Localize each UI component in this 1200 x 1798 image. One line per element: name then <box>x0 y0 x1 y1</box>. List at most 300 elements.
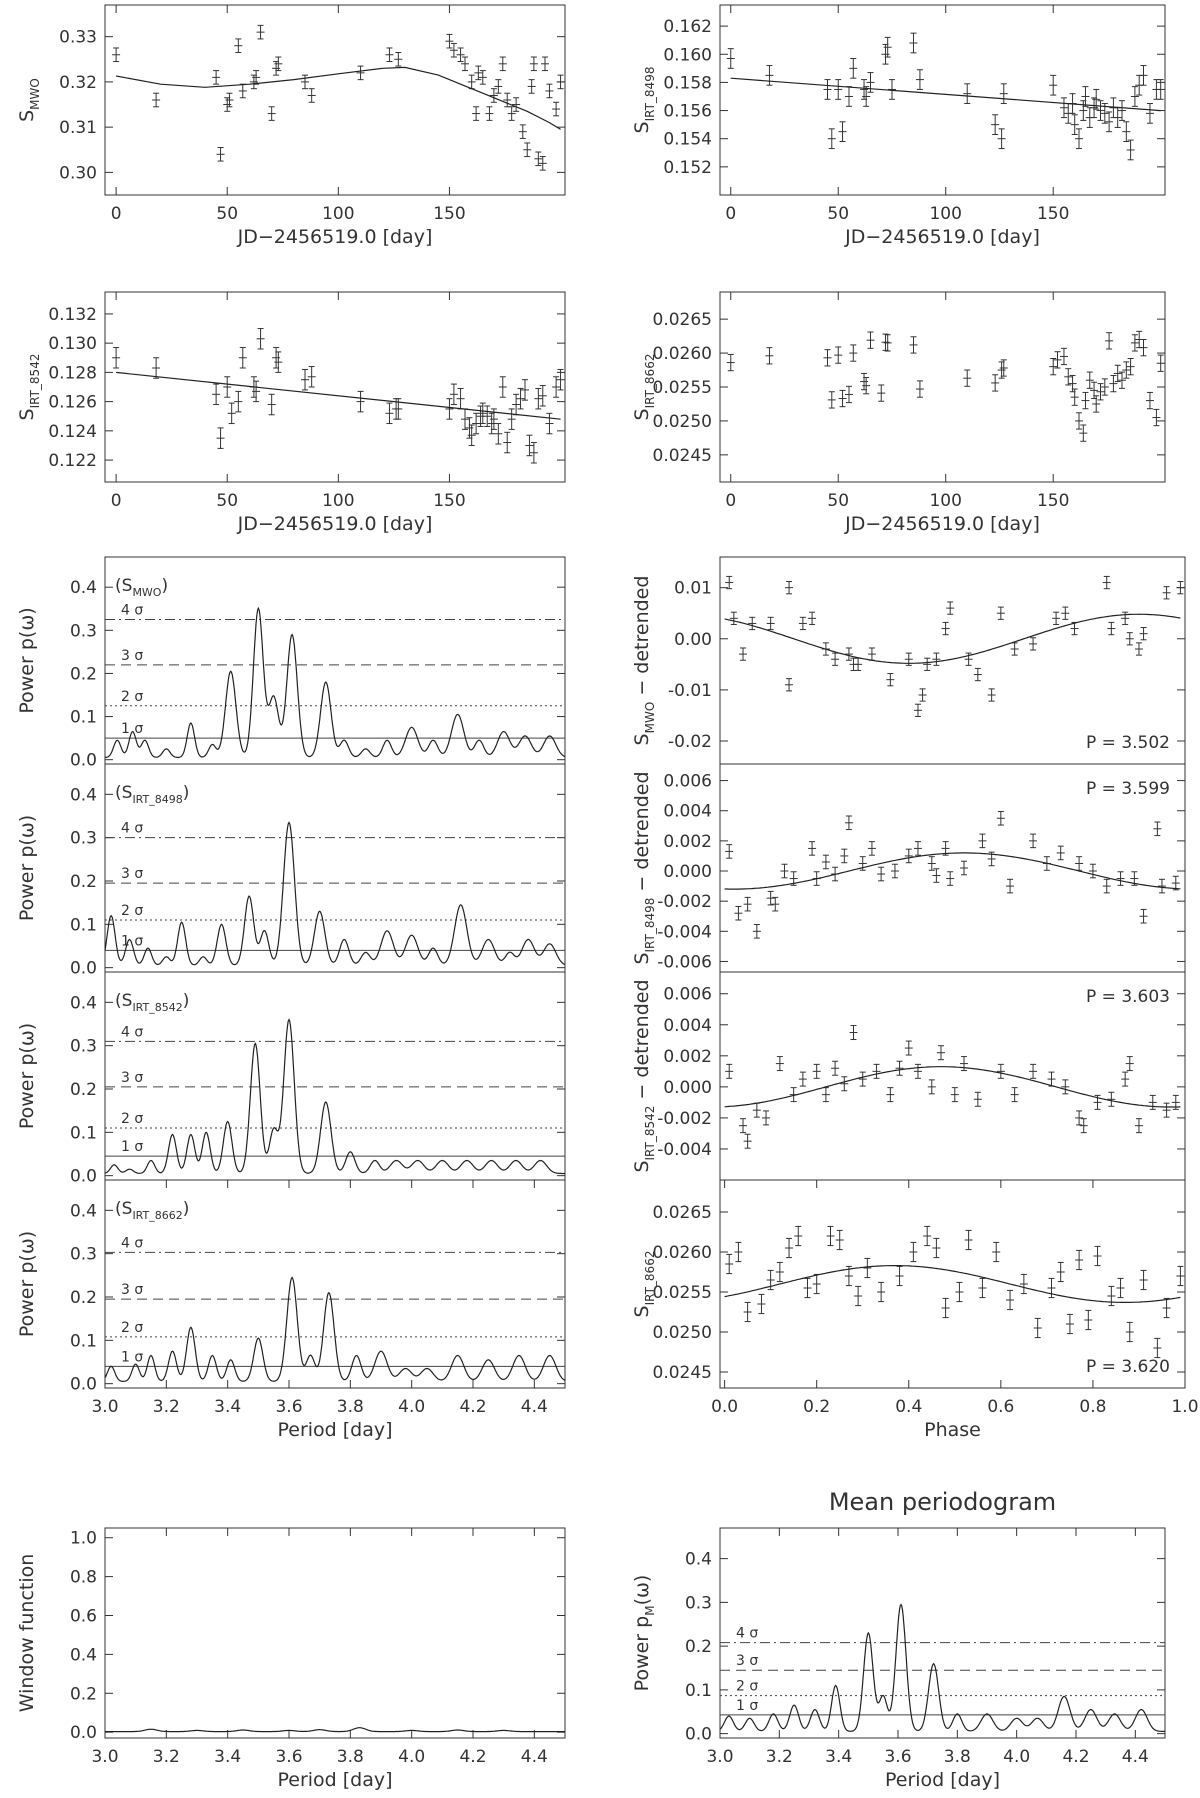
sigma-label-1: 1 σ <box>121 721 144 738</box>
x-tick-label: 4.2 <box>1062 1747 1090 1767</box>
y-tick-label: -0.02 <box>668 732 712 752</box>
data-point <box>1075 413 1083 429</box>
y-tick-label: 0.3 <box>684 1593 712 1614</box>
y-axis-label-sub: IRT_8542 <box>28 353 42 409</box>
data-point <box>762 1111 770 1125</box>
data-point <box>1163 587 1171 599</box>
data-point <box>508 107 516 121</box>
data-point <box>523 143 531 157</box>
data-point <box>725 576 733 588</box>
data-point <box>228 403 236 423</box>
y-tick-label: -0.004 <box>657 1139 712 1160</box>
data-point <box>499 377 507 397</box>
data-point <box>845 87 853 107</box>
data-point <box>863 1258 871 1277</box>
data-point <box>860 373 868 389</box>
data-point <box>1066 1314 1074 1333</box>
data-point <box>1126 1057 1134 1071</box>
data-point <box>1081 392 1089 408</box>
y-axis-label-sub: M <box>643 1605 657 1616</box>
x-tick-label: 0.6 <box>987 1397 1015 1417</box>
x-axis-label: JD−2456519.0 [day] <box>845 513 1040 535</box>
data-point <box>877 1282 885 1301</box>
data-point <box>978 834 986 848</box>
data-point <box>828 392 836 408</box>
y-tick-label: 0.154 <box>663 129 712 150</box>
panel-ts-s8542 <box>16 292 565 535</box>
data-point <box>272 348 280 368</box>
x-tick-label: 50 <box>827 204 850 224</box>
x-tick-label: 100 <box>322 491 355 511</box>
data-point <box>946 872 954 886</box>
data-point <box>923 658 931 670</box>
y-tick-label: 0.1 <box>69 915 97 936</box>
data-point <box>946 602 954 614</box>
x-tick-label: 3.0 <box>706 1747 734 1767</box>
data-point <box>1126 1322 1134 1341</box>
x-tick-label: 100 <box>929 204 962 224</box>
x-tick-label: 3.6 <box>275 1397 303 1417</box>
x-tick-label: 3.8 <box>336 1747 364 1767</box>
data-point <box>862 378 870 394</box>
data-point <box>1080 1119 1088 1133</box>
y-tick-label: 0.002 <box>663 1046 712 1067</box>
x-axis-label: Phase <box>924 1419 981 1441</box>
y-tick-label: 0.3 <box>69 1036 97 1057</box>
data-point <box>385 403 393 423</box>
y-tick-label: -0.002 <box>657 1108 712 1129</box>
data-point <box>960 861 968 875</box>
periodogram-curve <box>105 1728 565 1732</box>
data-point <box>1057 1262 1065 1281</box>
y-tick-label: 0.2 <box>684 1637 712 1658</box>
x-tick-label: 0 <box>110 204 122 224</box>
y-tick-label: 0.3 <box>69 621 97 642</box>
data-point <box>776 1262 784 1281</box>
data-point <box>1131 87 1139 107</box>
periodogram-curve <box>105 608 565 757</box>
data-point <box>974 1092 982 1106</box>
x-axis-label: Period [day] <box>884 1769 1001 1791</box>
data-point <box>512 98 520 112</box>
panel-ts-smwo <box>16 5 565 248</box>
y-axis-label <box>16 78 42 122</box>
data-point <box>1158 879 1166 893</box>
data-point <box>239 348 247 368</box>
data-point <box>914 1064 922 1078</box>
data-point <box>932 653 940 665</box>
index-label-main: (S <box>115 576 133 596</box>
index-label <box>115 576 168 599</box>
data-point <box>1140 1270 1148 1289</box>
y-tick-label: 0.0255 <box>652 378 712 398</box>
data-point <box>849 345 857 361</box>
x-tick-label: 1.0 <box>1171 1397 1199 1417</box>
y-axis-label-sub: IRT_8498 <box>643 66 657 122</box>
x-tick-label: 100 <box>322 204 355 224</box>
y-tick-label: -0.004 <box>657 922 712 943</box>
data-point <box>834 347 842 363</box>
data-point <box>739 648 747 660</box>
sigma-label-4: 4 σ <box>121 820 144 837</box>
index-label <box>115 1199 189 1222</box>
data-point <box>217 428 225 448</box>
sigma-label-3: 3 σ <box>121 866 144 883</box>
y-axis-label <box>631 354 657 421</box>
sigma-label-3: 3 σ <box>121 1069 144 1086</box>
data-point <box>1086 372 1094 388</box>
data-point <box>963 370 971 386</box>
data-point <box>1140 628 1148 640</box>
y-axis-label <box>631 771 657 964</box>
data-point <box>1075 857 1083 871</box>
data-point <box>919 689 927 701</box>
y-tick-label: 0.124 <box>48 421 97 442</box>
data-point <box>884 335 892 351</box>
data-point <box>252 381 260 401</box>
data-point <box>1122 122 1130 142</box>
data-point <box>813 1064 821 1078</box>
data-point <box>1157 355 1165 371</box>
y-tick-label: 0.00 <box>674 629 712 650</box>
panel-mean-periodogram <box>631 1488 1165 1791</box>
plot-frame <box>720 1528 1165 1738</box>
data-point <box>357 391 365 411</box>
data-point <box>831 653 839 665</box>
period-annotation: P = 3.603 <box>1086 987 1170 1007</box>
data-point <box>217 148 225 162</box>
y-tick-label: 0.0 <box>684 1724 712 1745</box>
data-point <box>1060 98 1068 118</box>
data-point <box>490 89 498 103</box>
x-tick-label: 4.2 <box>459 1397 487 1417</box>
x-tick-label: 50 <box>216 204 239 224</box>
data-point <box>503 432 511 452</box>
data-point <box>1006 1290 1014 1309</box>
x-tick-label: 3.0 <box>91 1397 119 1417</box>
data-point <box>909 1242 917 1261</box>
data-point <box>951 1088 959 1102</box>
sine-fit-curve <box>725 614 1181 663</box>
data-point <box>823 350 831 366</box>
y-tick-label: 0.4 <box>69 785 97 806</box>
panel-pg-s8662 <box>16 1180 565 1441</box>
data-point <box>152 93 160 107</box>
x-tick-label: 3.2 <box>765 1747 793 1767</box>
x-axis-label: JD−2456519.0 [day] <box>237 513 433 535</box>
x-tick-label: 3.2 <box>152 1397 180 1417</box>
data-point <box>234 391 242 411</box>
data-point <box>1101 379 1109 395</box>
data-point <box>785 1238 793 1257</box>
data-point <box>734 1242 742 1261</box>
data-point <box>1020 1274 1028 1293</box>
y-axis-label-tail: (ω) <box>631 1574 653 1606</box>
data-point <box>1084 1310 1092 1329</box>
data-point <box>212 384 220 404</box>
x-tick-label: 50 <box>827 491 850 511</box>
data-point <box>1117 1278 1125 1297</box>
y-tick-label: 0.0250 <box>652 1323 712 1343</box>
period-annotation: P = 3.502 <box>1086 733 1170 753</box>
x-tick-label: 0.4 <box>895 1397 923 1417</box>
data-point <box>909 337 917 353</box>
panel-window-function <box>16 1528 565 1791</box>
sigma-label-1: 1 σ <box>121 1349 144 1366</box>
y-tick-label: 0.130 <box>48 334 97 355</box>
y-tick-label: 0.000 <box>663 862 712 883</box>
data-point <box>725 845 733 859</box>
data-point <box>557 75 565 89</box>
data-point <box>301 369 309 389</box>
data-point <box>1127 140 1135 160</box>
y-tick-label: 0.006 <box>663 771 712 792</box>
periodogram-curve <box>105 1278 565 1382</box>
data-point <box>499 57 507 71</box>
y-tick-label: 0.0255 <box>652 1283 712 1303</box>
data-point <box>896 1266 904 1285</box>
index-label-close: ) <box>182 783 190 803</box>
data-point <box>1135 643 1143 655</box>
data-point <box>822 1088 830 1102</box>
y-tick-label: 0.132 <box>48 304 97 325</box>
x-tick-label: 150 <box>1036 204 1070 224</box>
y-tick-label: 0.2 <box>69 1288 97 1308</box>
y-axis-label-sub: IRT_8542 <box>643 1105 657 1161</box>
x-tick-label: 3.4 <box>214 1397 242 1417</box>
x-tick-label: 3.6 <box>275 1747 303 1767</box>
data-point <box>301 75 309 89</box>
panel-ph-smwo <box>631 557 1185 764</box>
data-point <box>1140 340 1148 356</box>
data-point <box>932 869 940 883</box>
data-point <box>765 348 773 364</box>
data-point <box>836 1230 844 1249</box>
data-point <box>212 71 220 85</box>
x-axis-label: JD−2456519.0 [day] <box>845 226 1040 248</box>
data-point <box>997 1064 1005 1078</box>
data-point <box>840 1077 848 1091</box>
y-tick-label: 0.3 <box>69 828 97 849</box>
y-axis-label-main: S <box>631 1305 653 1318</box>
data-point <box>753 925 761 939</box>
data-point <box>1153 822 1161 836</box>
sigma-label-1: 1 σ <box>121 933 144 950</box>
data-point <box>1135 1119 1143 1133</box>
y-tick-label: 0.128 <box>48 363 97 384</box>
data-point <box>757 1294 765 1313</box>
data-point <box>845 386 853 402</box>
data-point <box>868 842 876 856</box>
y-tick-label: 0.1 <box>69 1331 97 1352</box>
y-tick-label: 0.30 <box>59 163 97 184</box>
y-axis-label-sub: MWO <box>28 78 42 110</box>
sigma-label-2: 2 σ <box>736 1678 759 1695</box>
x-tick-label: 3.0 <box>91 1747 119 1767</box>
data-point <box>937 1046 945 1060</box>
data-point <box>799 1072 807 1086</box>
data-point <box>1131 335 1139 351</box>
data-point <box>1029 638 1037 650</box>
data-point <box>823 80 831 100</box>
data-point <box>803 1278 811 1297</box>
data-point <box>1105 333 1113 349</box>
data-point <box>1060 348 1068 364</box>
data-point <box>914 704 922 716</box>
data-point <box>357 66 365 80</box>
data-point <box>1079 425 1087 441</box>
data-point <box>519 125 527 139</box>
data-point <box>744 897 752 911</box>
y-tick-label: 0.004 <box>663 801 712 822</box>
data-point <box>472 107 480 121</box>
y-tick-label: 0.4 <box>684 1549 712 1570</box>
data-point <box>1075 1111 1083 1125</box>
data-point <box>1140 66 1148 86</box>
data-point <box>965 1230 973 1249</box>
y-tick-label: 0.2 <box>69 664 97 685</box>
y-tick-label: 0.0 <box>69 1723 97 1744</box>
data-point <box>1097 384 1105 400</box>
data-point <box>839 390 847 406</box>
fit-curve <box>116 372 560 419</box>
sigma-label-1: 1 σ <box>121 1139 144 1156</box>
data-point <box>822 855 830 869</box>
x-tick-label: 3.8 <box>336 1397 364 1417</box>
sigma-label-2: 2 σ <box>121 688 144 705</box>
y-tick-label: 0.31 <box>59 118 97 139</box>
data-point <box>1064 369 1072 385</box>
data-point <box>744 1302 752 1321</box>
data-point <box>1061 607 1069 619</box>
data-point <box>785 582 793 594</box>
x-axis-label: Period [day] <box>277 1769 393 1791</box>
data-point <box>512 394 520 414</box>
data-point <box>776 1057 784 1071</box>
y-tick-label: 0.158 <box>663 73 712 94</box>
x-tick-label: 0.8 <box>1079 1397 1107 1417</box>
data-point <box>461 57 469 71</box>
data-point <box>485 107 493 121</box>
periodogram-curve <box>105 820 565 965</box>
data-point <box>521 380 529 400</box>
y-tick-label: 0.156 <box>663 101 712 122</box>
x-tick-label: 3.8 <box>943 1747 971 1767</box>
y-tick-label: -0.006 <box>657 952 712 973</box>
plot-frame <box>720 5 1165 195</box>
y-axis-label: Power p(ω) <box>16 607 38 714</box>
x-tick-label: 0 <box>725 491 737 511</box>
y-axis-label-main: S <box>631 952 653 965</box>
data-point <box>1122 362 1130 378</box>
data-point <box>1049 359 1057 375</box>
y-tick-label: 0.6 <box>69 1606 97 1627</box>
y-tick-label: 0.0 <box>69 750 97 771</box>
periodogram-curve <box>720 1605 1165 1732</box>
data-point <box>923 1226 931 1245</box>
y-tick-label: 0.33 <box>59 27 97 48</box>
y-tick-label: 0.4 <box>69 1645 97 1666</box>
index-label <box>115 991 189 1014</box>
data-point <box>1152 409 1160 425</box>
y-axis-label <box>631 1251 657 1318</box>
data-point <box>1057 846 1065 860</box>
panel-pg-s8542 <box>16 972 565 1187</box>
data-point <box>739 1119 747 1133</box>
sigma-label-3: 3 σ <box>736 1653 759 1670</box>
data-point <box>955 1282 963 1301</box>
y-axis-label-sub: IRT_8662 <box>643 1250 657 1306</box>
data-point <box>268 107 276 121</box>
data-point <box>794 1226 802 1245</box>
data-point <box>545 413 553 433</box>
data-point <box>517 388 525 408</box>
panel-ts-s8498 <box>631 5 1165 248</box>
data-point <box>767 617 775 629</box>
y-tick-label: 0.0 <box>69 958 97 979</box>
y-tick-label: 0.1 <box>69 1123 97 1144</box>
data-point <box>1103 576 1111 588</box>
panel-pg-smwo <box>16 557 565 771</box>
y-axis-label <box>16 354 42 421</box>
index-label-close: ) <box>182 991 190 1011</box>
data-point <box>932 1238 940 1257</box>
sine-fit-curve <box>725 853 1181 889</box>
y-tick-label: 0.0245 <box>652 445 712 466</box>
data-point <box>1163 1103 1171 1117</box>
sigma-label-2: 2 σ <box>121 1319 144 1336</box>
data-point <box>468 75 476 89</box>
sigma-label-4: 4 σ <box>736 1625 759 1642</box>
data-point <box>1029 1064 1037 1078</box>
data-point <box>997 607 1005 619</box>
data-point <box>780 864 788 878</box>
data-point <box>394 53 402 67</box>
data-point <box>753 1103 761 1117</box>
data-point <box>991 115 999 135</box>
data-point <box>891 864 899 878</box>
y-tick-label: 0.160 <box>663 45 712 66</box>
sigma-label-2: 2 σ <box>121 903 144 919</box>
y-axis-label: Power p(ω) <box>16 1022 38 1130</box>
data-point <box>725 1064 733 1078</box>
data-point <box>877 385 885 401</box>
y-tick-label: 0.8 <box>69 1567 97 1588</box>
data-point <box>445 34 453 48</box>
y-axis-label-sub: IRT_8498 <box>643 897 657 953</box>
x-axis-label: Period [day] <box>277 1419 393 1441</box>
data-point <box>1075 129 1083 149</box>
data-point <box>257 329 265 349</box>
panel-ph-s8542 <box>631 972 1185 1180</box>
data-point <box>1094 1246 1102 1265</box>
y-axis-label-main: Power p <box>631 1615 653 1692</box>
data-point <box>914 842 922 856</box>
y-axis-label <box>631 67 657 134</box>
data-point <box>886 674 894 686</box>
data-point <box>909 33 917 53</box>
x-tick-label: 150 <box>433 491 466 511</box>
data-point <box>916 381 924 397</box>
y-tick-label: 0.2 <box>69 872 97 892</box>
sigma-label-4: 4 σ <box>121 1024 144 1041</box>
data-point <box>1140 909 1148 923</box>
sigma-label-2: 2 σ <box>121 1111 144 1127</box>
y-tick-label: 0.0260 <box>652 1243 712 1263</box>
period-annotation: P = 3.620 <box>1086 1357 1170 1377</box>
index-label-close: ) <box>182 1199 190 1219</box>
data-point <box>978 1278 986 1297</box>
